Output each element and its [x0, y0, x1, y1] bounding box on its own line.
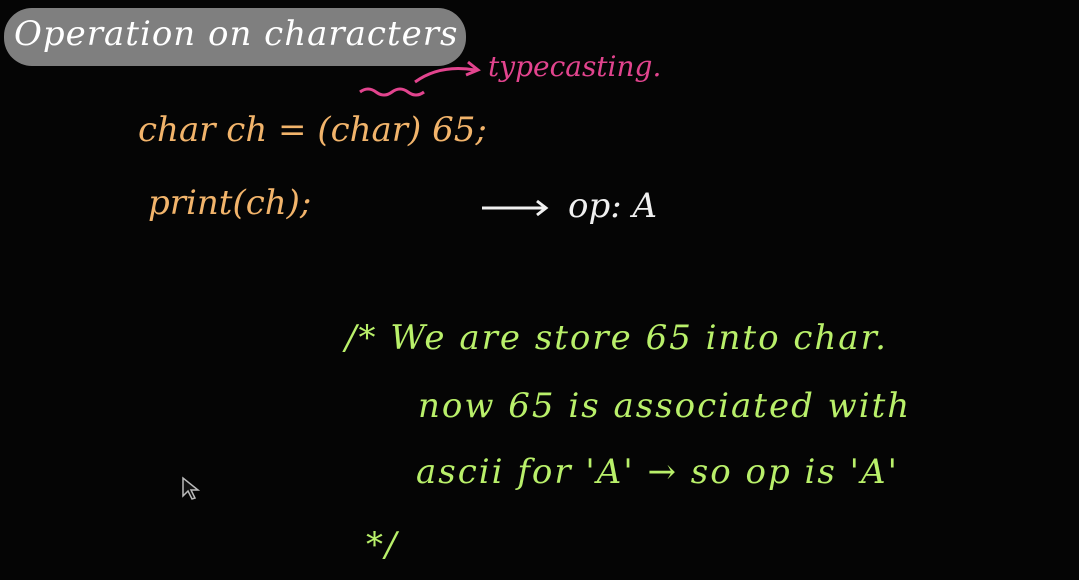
- comment-line-1: /* We are store 65 into char.: [345, 318, 888, 358]
- mouse-cursor-icon: [183, 478, 198, 499]
- output-text: op: A: [568, 186, 658, 226]
- page-title: Operation on characters: [14, 14, 459, 54]
- typecasting-annotation: typecasting.: [488, 50, 662, 83]
- annotation-arrow-line: [415, 69, 475, 83]
- code-line-print: print(ch);: [148, 183, 312, 223]
- comment-line-2: now 65 is associated with: [418, 386, 912, 426]
- comment-line-3: ascii for 'A' → so op is 'A': [416, 452, 899, 492]
- squiggle-underline: [360, 89, 424, 95]
- code-line-char: char ch = (char) 65;: [138, 110, 487, 150]
- comment-line-4: */: [366, 525, 399, 565]
